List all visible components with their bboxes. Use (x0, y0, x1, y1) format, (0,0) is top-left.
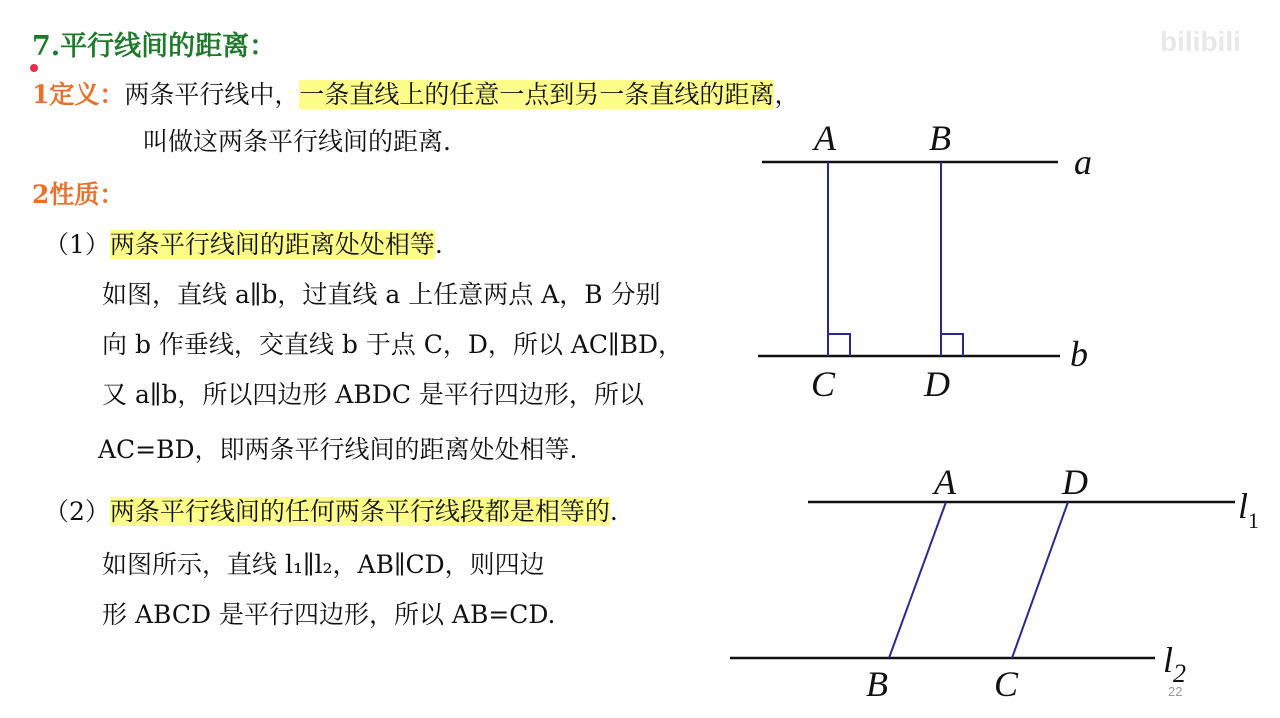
definition-comma: ， (774, 80, 800, 109)
definition-label: 1定义： (32, 80, 125, 109)
definition-line-2: 叫做这两条平行线间的距离. (143, 127, 451, 156)
label-C: C (994, 664, 1019, 704)
definition-highlight: 一条直线上的任意一点到另一条直线的距离 (299, 80, 775, 109)
page-number: 22 (1168, 684, 1183, 699)
segment-dc (1012, 502, 1068, 658)
property-1-line: AC=BD，即两条平行线间的距离处处相等. (98, 435, 578, 464)
label-B: B (929, 118, 951, 158)
slide-title: 7.平行线间的距离： (32, 31, 277, 62)
property-1-number: （1） (44, 230, 110, 259)
property-1-period: . (434, 230, 443, 259)
right-angle-mark-c (828, 334, 850, 356)
figure-1 (758, 118, 1092, 404)
property-2-line: 形 ABCD 是平行四边形，所以 AB=CD. (102, 600, 556, 629)
definition-text: 两条平行线中， (124, 80, 300, 109)
label-l2: $l_2$ (1163, 640, 1187, 688)
property-2-line: 如图所示，直线 l₁∥l₂，AB∥CD，则四边 (102, 550, 545, 579)
watermark-logo: bilibili (1160, 26, 1241, 57)
label-b: b (1070, 334, 1088, 374)
property-label: 2性质： (32, 180, 125, 209)
property-2-period: . (609, 497, 618, 526)
label-l1: $l_1$ (1238, 486, 1260, 533)
segment-ab (889, 502, 946, 658)
right-angle-mark-d (941, 334, 963, 356)
label-a: a (1074, 142, 1092, 182)
label-A: A (814, 118, 836, 158)
label-C: C (811, 364, 836, 404)
property-2-number: （2） (44, 497, 110, 526)
label-B: B (866, 664, 888, 704)
property-2-highlight: 两条平行线间的任何两条平行线段都是相等的 (109, 497, 610, 526)
figure-2 (730, 462, 1259, 704)
property-1-line: 如图，直线 a∥b，过直线 a 上任意两点 A，B 分别 (102, 280, 661, 309)
property-1-highlight: 两条平行线间的距离处处相等 (109, 230, 435, 259)
label-D: D (1062, 462, 1088, 502)
property-1-line: 又 a∥b，所以四边形 ABDC 是平行四边形，所以 (102, 380, 644, 409)
label-D: D (924, 364, 950, 404)
property-1-line: 向 b 作垂线，交直线 b 于点 C，D，所以 AC∥BD， (102, 330, 684, 359)
label-A: A (934, 462, 956, 502)
